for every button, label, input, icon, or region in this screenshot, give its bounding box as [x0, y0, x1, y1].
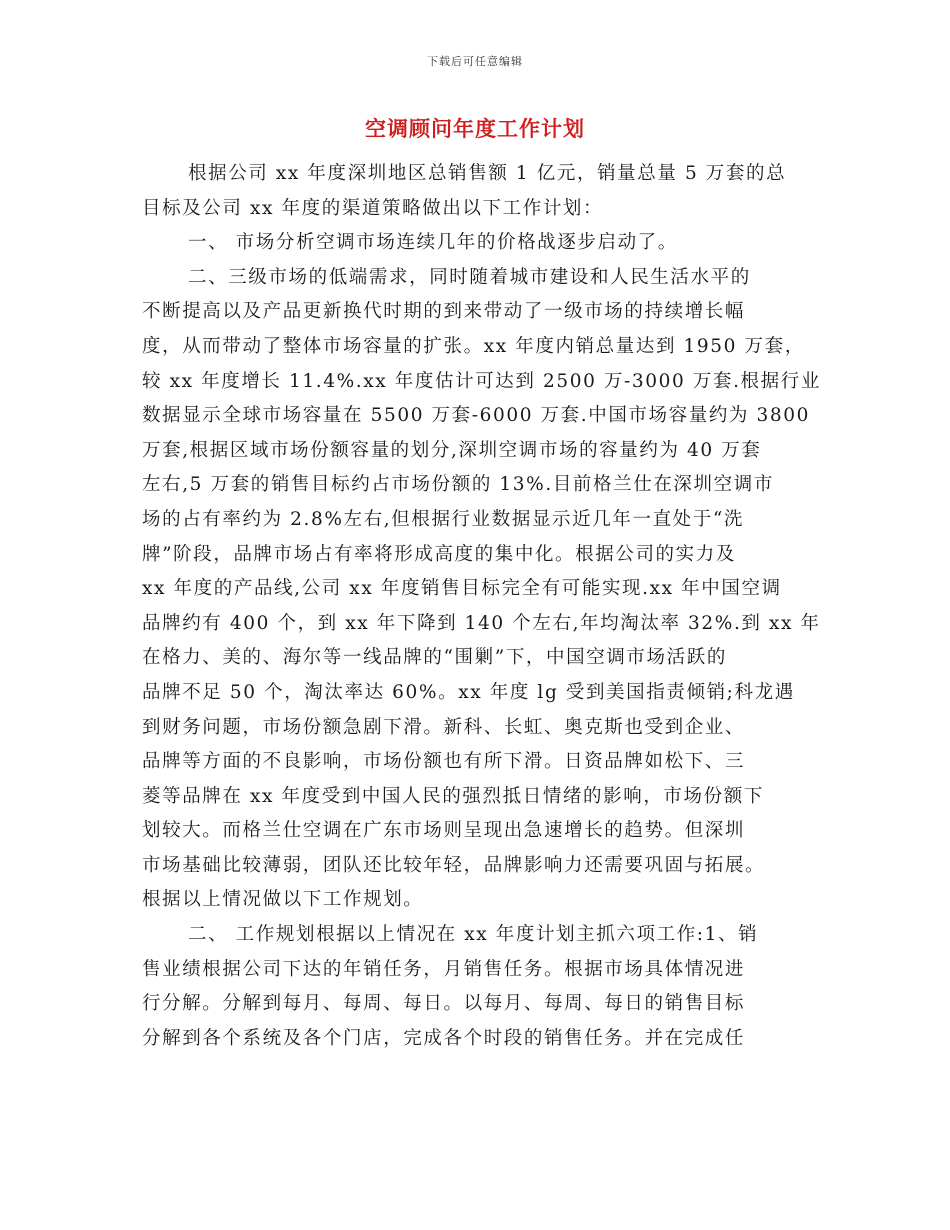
paragraph-line: 品牌约有 400 个，到 xx 年下降到 140 个左右,年均淘汰率 32%.到 xx 年 — [142, 612, 821, 634]
document-body — [142, 157, 821, 1056]
section-heading-line: 二、 工作规划根据以上情况在 xx 年度计划主抓六项工作:1、销 — [188, 924, 759, 946]
section-heading-line: 一、 市场分析空调市场连续几年的价格战逐步启动了。 — [188, 232, 678, 254]
paragraph-line: 万套,根据区域市场份额容量的划分,深圳空调市场的容量约为 40 万套 — [142, 439, 762, 461]
paragraph-line: 场的占有率约为 2.8%左右,但根据行业数据显示近几年一直处于“洗 — [142, 508, 745, 530]
paragraph-line: 二、三级市场的低端需求，同时随着城市建设和人民生活水平的 — [188, 266, 751, 288]
paragraph-line: 品牌不足 50 个，淘汰率达 60%。xx 年度 lg 受到美国指责倾销;科龙遇 — [142, 681, 795, 703]
paragraph-line: 数据显示全球市场容量在 5500 万套-6000 万套.中国市场容量约为 3800 — [142, 405, 810, 427]
paragraph-line: 左右,5 万套的销售目标约占市场份额的 13%.目前格兰仕在深圳空调市 — [142, 474, 774, 496]
paragraph-line: 菱等品牌在 xx 年度受到中国人民的强烈抵日情绪的影响，市场份额下 — [142, 785, 764, 807]
paragraph-line: 到财务问题，市场份额急剧下滑。新科、长虹、奥克斯也受到企业、 — [142, 716, 746, 738]
paragraph-line: 市场基础比较薄弱，团队还比较年轻，品牌影响力还需要巩固与拓展。 — [142, 854, 766, 876]
header-note: 下载后可任意编辑 — [427, 55, 523, 68]
paragraph-line: 划较大。而格兰仕空调在广东市场则呈现出急速增长的趋势。但深圳 — [142, 820, 746, 842]
paragraph-line: 度，从而带动了整体市场容量的扩张。xx 年度内销总量达到 1950 万套， — [142, 335, 805, 357]
paragraph-line: 行分解。分解到每月、每周、每日。以每月、每周、每日的销售目标 — [142, 993, 746, 1015]
paragraph-line: 不断提高以及产品更新换代时期的到来带动了一级市场的持续增长幅 — [142, 301, 746, 323]
paragraph-line: 在格力、美的、海尔等一线品牌的“围剿”下，中国空调市场活跃的 — [142, 647, 727, 669]
paragraph-line: 分解到各个系统及各个门店，完成各个时段的销售任务。并在完成任 — [142, 1027, 746, 1049]
paragraph-line: 根据以上情况做以下工作规划。 — [142, 889, 424, 911]
paragraph-line: 牌”阶段，品牌市场占有率将形成高度的集中化。根据公司的实力及 — [142, 543, 736, 565]
paragraph-line: 售业绩根据公司下达的年销任务，月销售任务。根据市场具体情况进 — [142, 958, 746, 980]
paragraph-line: 根据公司 xx 年度深圳地区总销售额 1 亿元，销量总量 5 万套的总 — [188, 163, 787, 184]
paragraph-line: 较 xx 年度增长 11.4%.xx 年度估计可达到 2500 万-3000 万套.根据行业 — [142, 370, 821, 392]
paragraph-line: 品牌等方面的不良影响，市场份额也有所下滑。日资品牌如松下、三 — [142, 751, 746, 773]
paragraph-line: 目标及公司 xx 年度的渠道策略做出以下工作计划： — [142, 197, 604, 219]
paragraph-line: xx 年度的产品线,公司 xx 年度销售目标完全有可能实现.xx 年中国空调 — [142, 578, 782, 600]
document-title: 空调顾问年度工作计划 — [365, 116, 585, 141]
